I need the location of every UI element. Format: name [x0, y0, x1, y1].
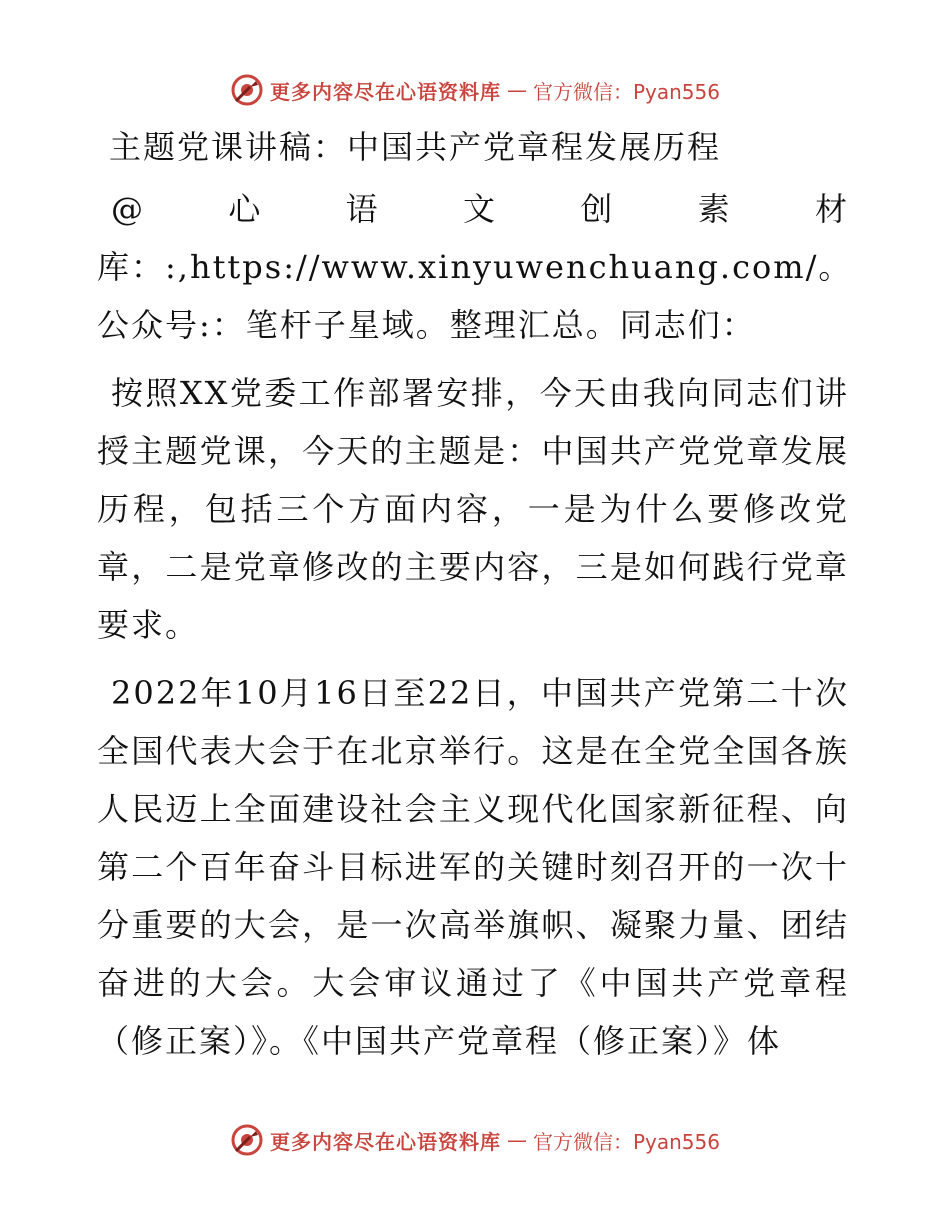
document-body: [97, 118, 853, 1070]
banner-separator: —: [506, 78, 527, 102]
banner-site-text: 更多内容尽在心语资料库: [269, 79, 501, 104]
header-banner: [0, 70, 950, 110]
banner-wechat-id: 官方微信：Pyan556: [532, 79, 720, 104]
source-line: @心语文创素材库：:,https://www.xinyuwenchuang.com/。公众号:：笔杆子星域。整理汇总。同志们：: [97, 190, 853, 344]
paragraph-congress: 2022年10月16日至22日，中国共产党第二十次全国代表大会于在北京举行。这是在全党全国各族人民迈上全面建设社会主义现代化国家新征程、向第二个百年奋斗目标进军的关键时刻召开的一次十分重要的大会，是一次高举旗帜、凝聚力量、团结奋进的大会。大会审议通过了《中国共产党章程（修正案）》。《中国共产党章程（修正案）》体: [97, 674, 849, 1060]
document-title: 主题党课讲稿：中国共产党章程发展历程: [109, 128, 722, 166]
brand-logo-icon: [230, 73, 264, 107]
banner-site-text: 更多内容尽在心语资料库: [269, 1129, 501, 1154]
brand-logo-icon: [230, 1123, 264, 1157]
banner-separator: —: [506, 1128, 527, 1152]
footer-banner: [0, 1120, 950, 1160]
banner-wechat-id: 官方微信：Pyan556: [532, 1129, 720, 1154]
paragraph-intro: 按照XX党委工作部署安排，今天由我向同志们讲授主题党课，今天的主题是：中国共产党党章发展历程，包括三个方面内容，一是为什么要修改党章，二是党章修改的主要内容，三是如何践行党章要求。: [97, 374, 849, 644]
